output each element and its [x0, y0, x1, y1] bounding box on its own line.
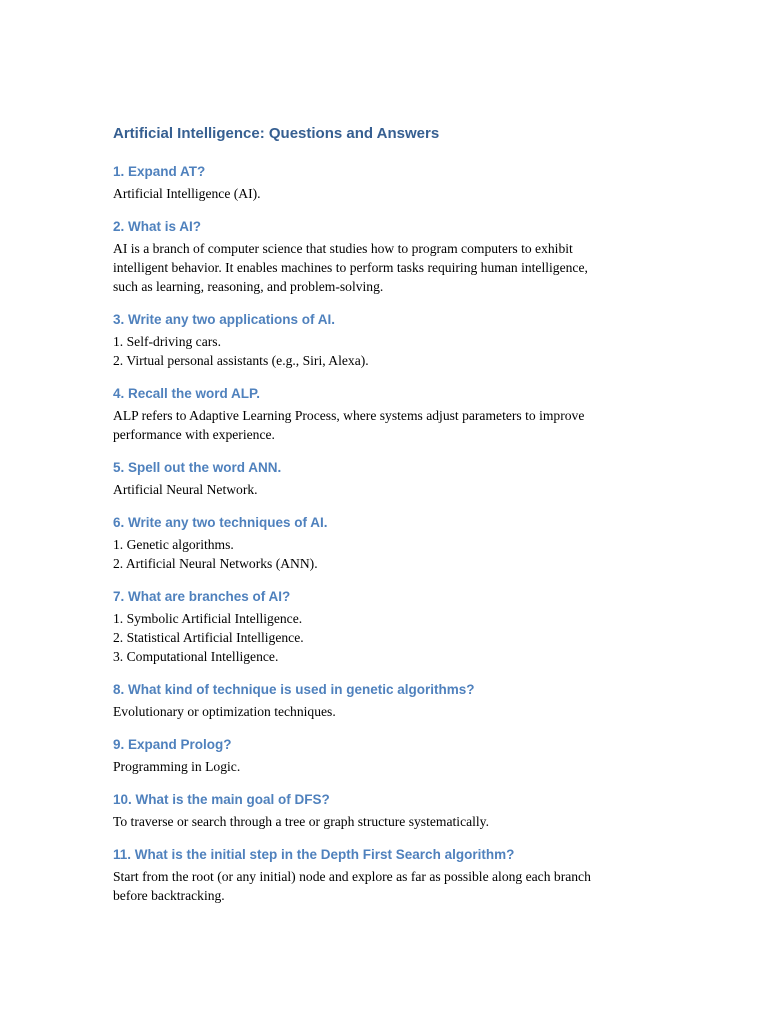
question-heading: 8. What kind of technique is used in genetic algorithms? — [113, 682, 475, 697]
answer-line: 2. Artificial Neural Networks (ANN). — [113, 556, 318, 571]
qa-item — [113, 791, 638, 831]
document-title: Artificial Intelligence: Questions and Answers — [113, 125, 440, 142]
answer-line: Start from the root (or any initial) node and explore as far as possible along each branch — [113, 869, 591, 884]
qa-item — [113, 218, 638, 296]
question-heading: 2. What is AI? — [113, 219, 202, 234]
answer-line: intelligent behavior. It enables machines to perform tasks requiring human intelligence, — [113, 260, 588, 275]
question-heading: 9. Expand Prolog? — [113, 737, 232, 752]
answer-text — [113, 757, 638, 776]
answer-text — [113, 812, 638, 831]
answer-line: such as learning, reasoning, and problem-solving. — [113, 279, 384, 294]
qa-item — [113, 459, 638, 499]
answer-line: To traverse or search through a tree or graph structure systematically. — [113, 814, 489, 829]
question-heading: 10. What is the main goal of DFS? — [113, 792, 330, 807]
answer-line: 1. Genetic algorithms. — [113, 537, 234, 552]
document-page — [113, 122, 638, 920]
question-heading: 3. Write any two applications of AI. — [113, 312, 336, 327]
answer-line: Evolutionary or optimization techniques. — [113, 704, 336, 719]
answer-line: Artificial Neural Network. — [113, 482, 258, 497]
answer-line: 1. Self-driving cars. — [113, 334, 221, 349]
qa-item — [113, 736, 638, 776]
answer-text — [113, 480, 638, 499]
question-heading: 6. Write any two techniques of AI. — [113, 515, 328, 530]
qa-item — [113, 385, 638, 444]
question-heading: 5. Spell out the word ANN. — [113, 460, 282, 475]
question-heading: 11. What is the initial step in the Depth First Search algorithm? — [113, 847, 515, 862]
answer-text — [113, 239, 638, 296]
answer-line: ALP refers to Adaptive Learning Process, where systems adjust parameters to improve — [113, 408, 585, 423]
question-heading: 7. What are branches of AI? — [113, 589, 291, 604]
answer-text — [113, 535, 638, 573]
question-heading: 1. Expand AT? — [113, 164, 206, 179]
answer-line: 3. Computational Intelligence. — [113, 649, 279, 664]
answer-text — [113, 702, 638, 721]
qa-item — [113, 588, 638, 666]
answer-text — [113, 332, 638, 370]
answer-line: before backtracking. — [113, 888, 225, 903]
answer-text — [113, 406, 638, 444]
answer-line: Programming in Logic. — [113, 759, 241, 774]
answer-line: performance with experience. — [113, 427, 275, 442]
qa-list — [113, 163, 638, 905]
qa-item — [113, 681, 638, 721]
answer-text — [113, 867, 638, 905]
qa-item — [113, 311, 638, 370]
qa-item — [113, 163, 638, 203]
answer-text — [113, 609, 638, 666]
answer-line: 1. Symbolic Artificial Intelligence. — [113, 611, 303, 626]
qa-item — [113, 846, 638, 905]
answer-line: AI is a branch of computer science that studies how to program computers to exhibit — [113, 241, 573, 256]
answer-text — [113, 184, 638, 203]
qa-item — [113, 514, 638, 573]
answer-line: Artificial Intelligence (AI). — [113, 186, 261, 201]
question-heading: 4. Recall the word ALP. — [113, 386, 261, 401]
answer-line: 2. Statistical Artificial Intelligence. — [113, 630, 304, 645]
answer-line: 2. Virtual personal assistants (e.g., Siri, Alexa). — [113, 353, 369, 368]
